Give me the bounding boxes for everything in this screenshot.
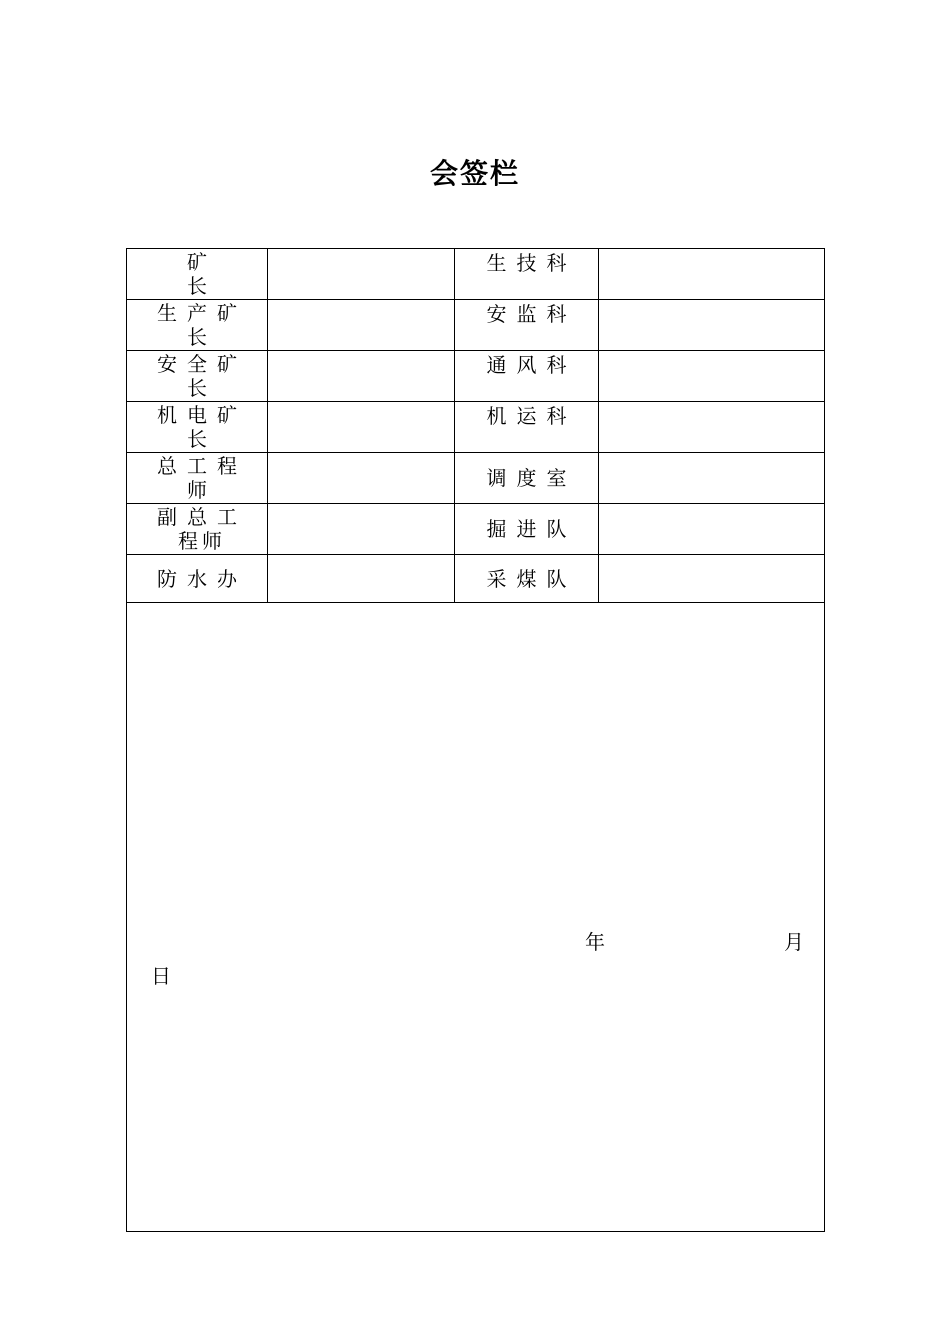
role-label-line1: 矿 [187,250,217,274]
signature-field[interactable] [268,249,455,300]
role-label-line1: 总工程 [157,454,247,478]
role-label-line1: 防水办 [157,566,247,591]
signature-field[interactable] [599,555,825,603]
table-row [127,351,825,402]
role-label-cell [127,351,268,402]
role-label-line1: 机电矿 [157,403,247,427]
signature-field[interactable] [268,300,455,351]
date-month-label: 月 [784,930,804,954]
signature-field[interactable] [268,402,455,453]
table-row [127,402,825,453]
dept-label: 安监科 [455,300,599,351]
dept-label: 采煤队 [455,555,599,603]
role-label-line2: 程师 [178,529,226,553]
dept-label: 调度室 [455,453,599,504]
role-label-cell [127,402,268,453]
table-row [127,504,825,555]
dept-label: 生技科 [455,249,599,300]
signature-field[interactable] [599,453,825,504]
role-label-line2: 师 [187,478,217,502]
table-row [127,555,825,603]
signoff-table [126,248,825,1232]
opinion-field[interactable] [127,603,825,1232]
role-label-line2: 长 [187,427,217,451]
signature-field[interactable] [268,351,455,402]
signature-field[interactable] [268,555,455,603]
date-day-label: 日 [151,964,171,988]
role-label-cell [127,453,268,504]
role-label-cell [127,555,268,603]
signature-field[interactable] [599,249,825,300]
signature-field[interactable] [599,504,825,555]
role-label-cell [127,249,268,300]
signature-field[interactable] [599,300,825,351]
dept-label: 掘进队 [455,504,599,555]
table-row [127,300,825,351]
role-label-line2: 长 [187,376,217,400]
table-row [127,249,825,300]
signature-field[interactable] [268,504,455,555]
page-title: 会签栏 [429,157,520,190]
role-label-cell [127,300,268,351]
role-label-line1: 安全矿 [157,352,247,376]
signature-field[interactable] [599,351,825,402]
role-label-line1: 生产矿 [157,301,247,325]
role-label-line2: 长 [187,325,217,349]
role-label-line2: 长 [187,274,217,298]
date-year-label: 年 [585,930,605,954]
dept-label: 通风科 [455,351,599,402]
dept-label: 机运科 [455,402,599,453]
table-row [127,453,825,504]
signature-field[interactable] [599,402,825,453]
role-label-line1: 副总工 [157,505,247,529]
role-label-cell [127,504,268,555]
signature-field[interactable] [268,453,455,504]
opinion-row [127,603,825,1232]
